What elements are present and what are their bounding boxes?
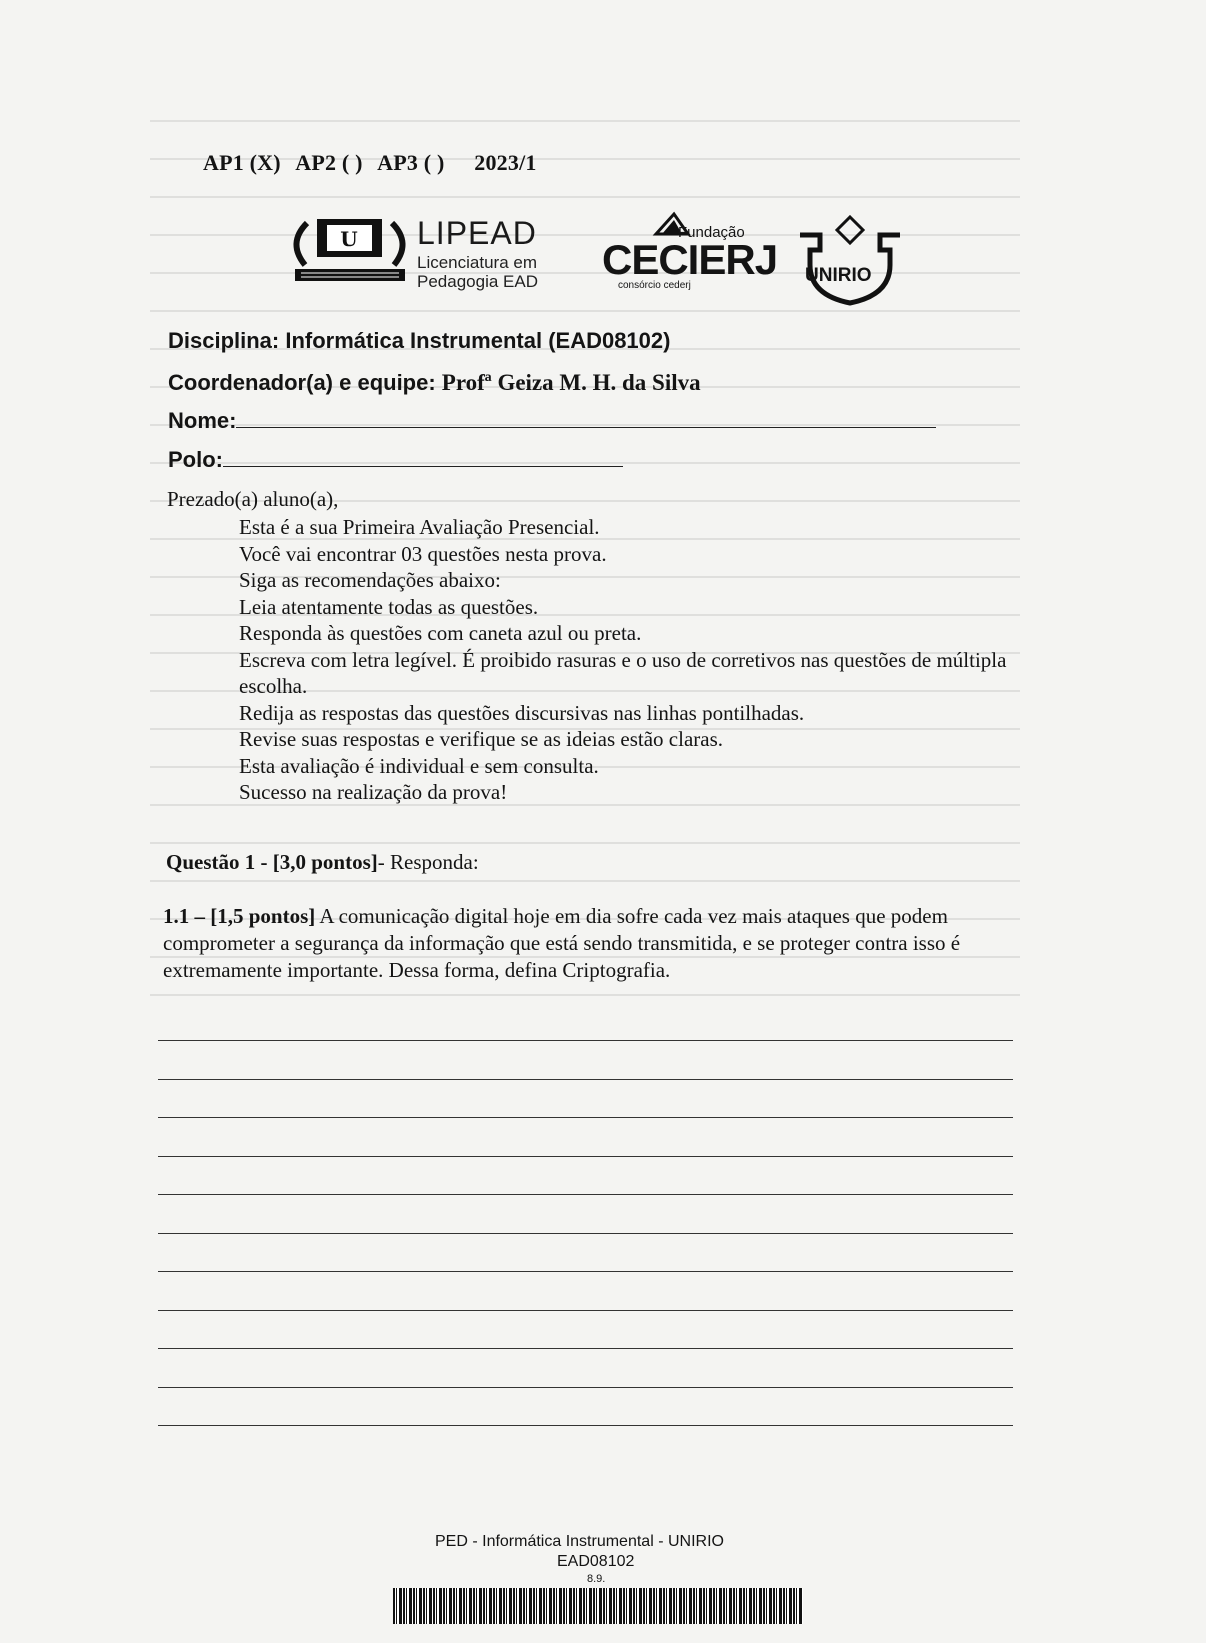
footer-course: PED - Informática Instrumental - UNIRIO <box>435 1533 724 1550</box>
question-1-1-text: A comunicação digital hoje em dia sofre cada vez mais ataques que podem comprometer a segurança da informação que está sendo transmitida, e se proteger contra isso é extremamente importante. Dessa forma, defina Criptografia. <box>163 904 961 982</box>
answer-line[interactable] <box>158 1310 1013 1311</box>
answer-line[interactable] <box>158 1233 1013 1234</box>
footer-version: 8.9. <box>587 1573 606 1585</box>
cecierj-name: CECIERJ <box>602 236 778 283</box>
lipead-title: LIPEAD <box>417 215 537 251</box>
barcode <box>393 1588 803 1624</box>
lipead-subtitle <box>417 253 538 291</box>
instruction-item: Esta é a sua Primeira Avaliação Presencial. <box>239 515 600 539</box>
footer-code: EAD08102 <box>557 1553 635 1570</box>
instructions-list <box>239 514 1029 806</box>
instruction-item: Responda às questões com caneta azul ou preta. <box>239 621 642 645</box>
answer-line[interactable] <box>158 1425 1013 1426</box>
ap3-option: AP3 ( ) <box>377 150 445 175</box>
instruction-item: Escreva com letra legível. É proibido rasuras e o uso de corretivos nas questões de múltipla escolha. <box>239 647 1007 698</box>
answer-line[interactable] <box>158 1348 1013 1349</box>
question-1-title: Questão 1 - [3,0 pontos] <box>166 850 378 874</box>
polo-blank[interactable] <box>223 446 623 467</box>
ap1-option: AP1 (X) <box>203 150 281 175</box>
consorcio-label: consórcio cederj <box>618 280 691 291</box>
answer-lines[interactable] <box>158 1040 1013 1464</box>
answer-line[interactable] <box>158 1194 1013 1195</box>
instruction-item: Revise suas respostas e verifique se as ideias estão claras. <box>239 727 724 751</box>
answer-line[interactable] <box>158 1271 1013 1272</box>
coordenador-label: Coordenador(a) e equipe: <box>168 370 442 395</box>
instruction-item: Redija as respostas das questões discursivas nas linhas pontilhadas. <box>239 700 805 725</box>
nome-blank[interactable] <box>236 407 936 428</box>
answer-line[interactable] <box>158 1117 1013 1118</box>
unirio-name: UNIRIO <box>805 265 872 286</box>
nome-field <box>168 407 936 434</box>
polo-field <box>168 446 623 473</box>
answer-line[interactable] <box>158 1079 1013 1080</box>
question-1-1-label: 1.1 – [1,5 pontos] <box>163 904 316 928</box>
question-1-1 <box>163 903 1019 984</box>
lipead-logo <box>287 213 567 293</box>
question-1-heading <box>166 850 479 875</box>
instruction-item: Leia atentamente todas as questões. <box>239 594 539 619</box>
period: 2023/1 <box>474 150 537 175</box>
instruction-item: Você vai encontrar 03 questões nesta prova. <box>239 541 607 566</box>
coordenador-line <box>168 370 701 396</box>
exam-type-row <box>203 150 547 176</box>
unirio-emblem-icon <box>795 215 905 310</box>
unirio-logo <box>795 215 905 310</box>
cecierj-logo <box>600 210 780 295</box>
instruction-item: Esta avaliação é individual e sem consulta. <box>239 753 599 778</box>
greeting: Prezado(a) aluno(a), <box>167 487 339 511</box>
answer-line[interactable] <box>158 1156 1013 1157</box>
lipead-emblem-icon <box>287 213 412 288</box>
ap2-option: AP2 ( ) <box>295 150 363 175</box>
polo-label: Polo: <box>168 447 223 472</box>
answer-line[interactable] <box>158 1040 1013 1041</box>
svg-text:U: U <box>340 227 358 251</box>
lipead-line1: Licenciatura em <box>417 253 538 272</box>
coordenador-value: Profª Geiza M. H. da Silva <box>441 370 701 395</box>
instruction-item: Sucesso na realização da prova! <box>239 780 508 804</box>
instruction-item: Siga as recomendações abaixo: <box>239 568 501 592</box>
question-1-suffix: - Responda: <box>377 850 479 874</box>
disciplina-line: Disciplina: Informática Instrumental (EAD08102) <box>168 328 671 353</box>
nome-label: Nome: <box>168 408 237 433</box>
lipead-line2: Pedagogia EAD <box>417 272 538 291</box>
fundacao-label: Fundação <box>678 224 745 241</box>
answer-line[interactable] <box>158 1387 1013 1388</box>
